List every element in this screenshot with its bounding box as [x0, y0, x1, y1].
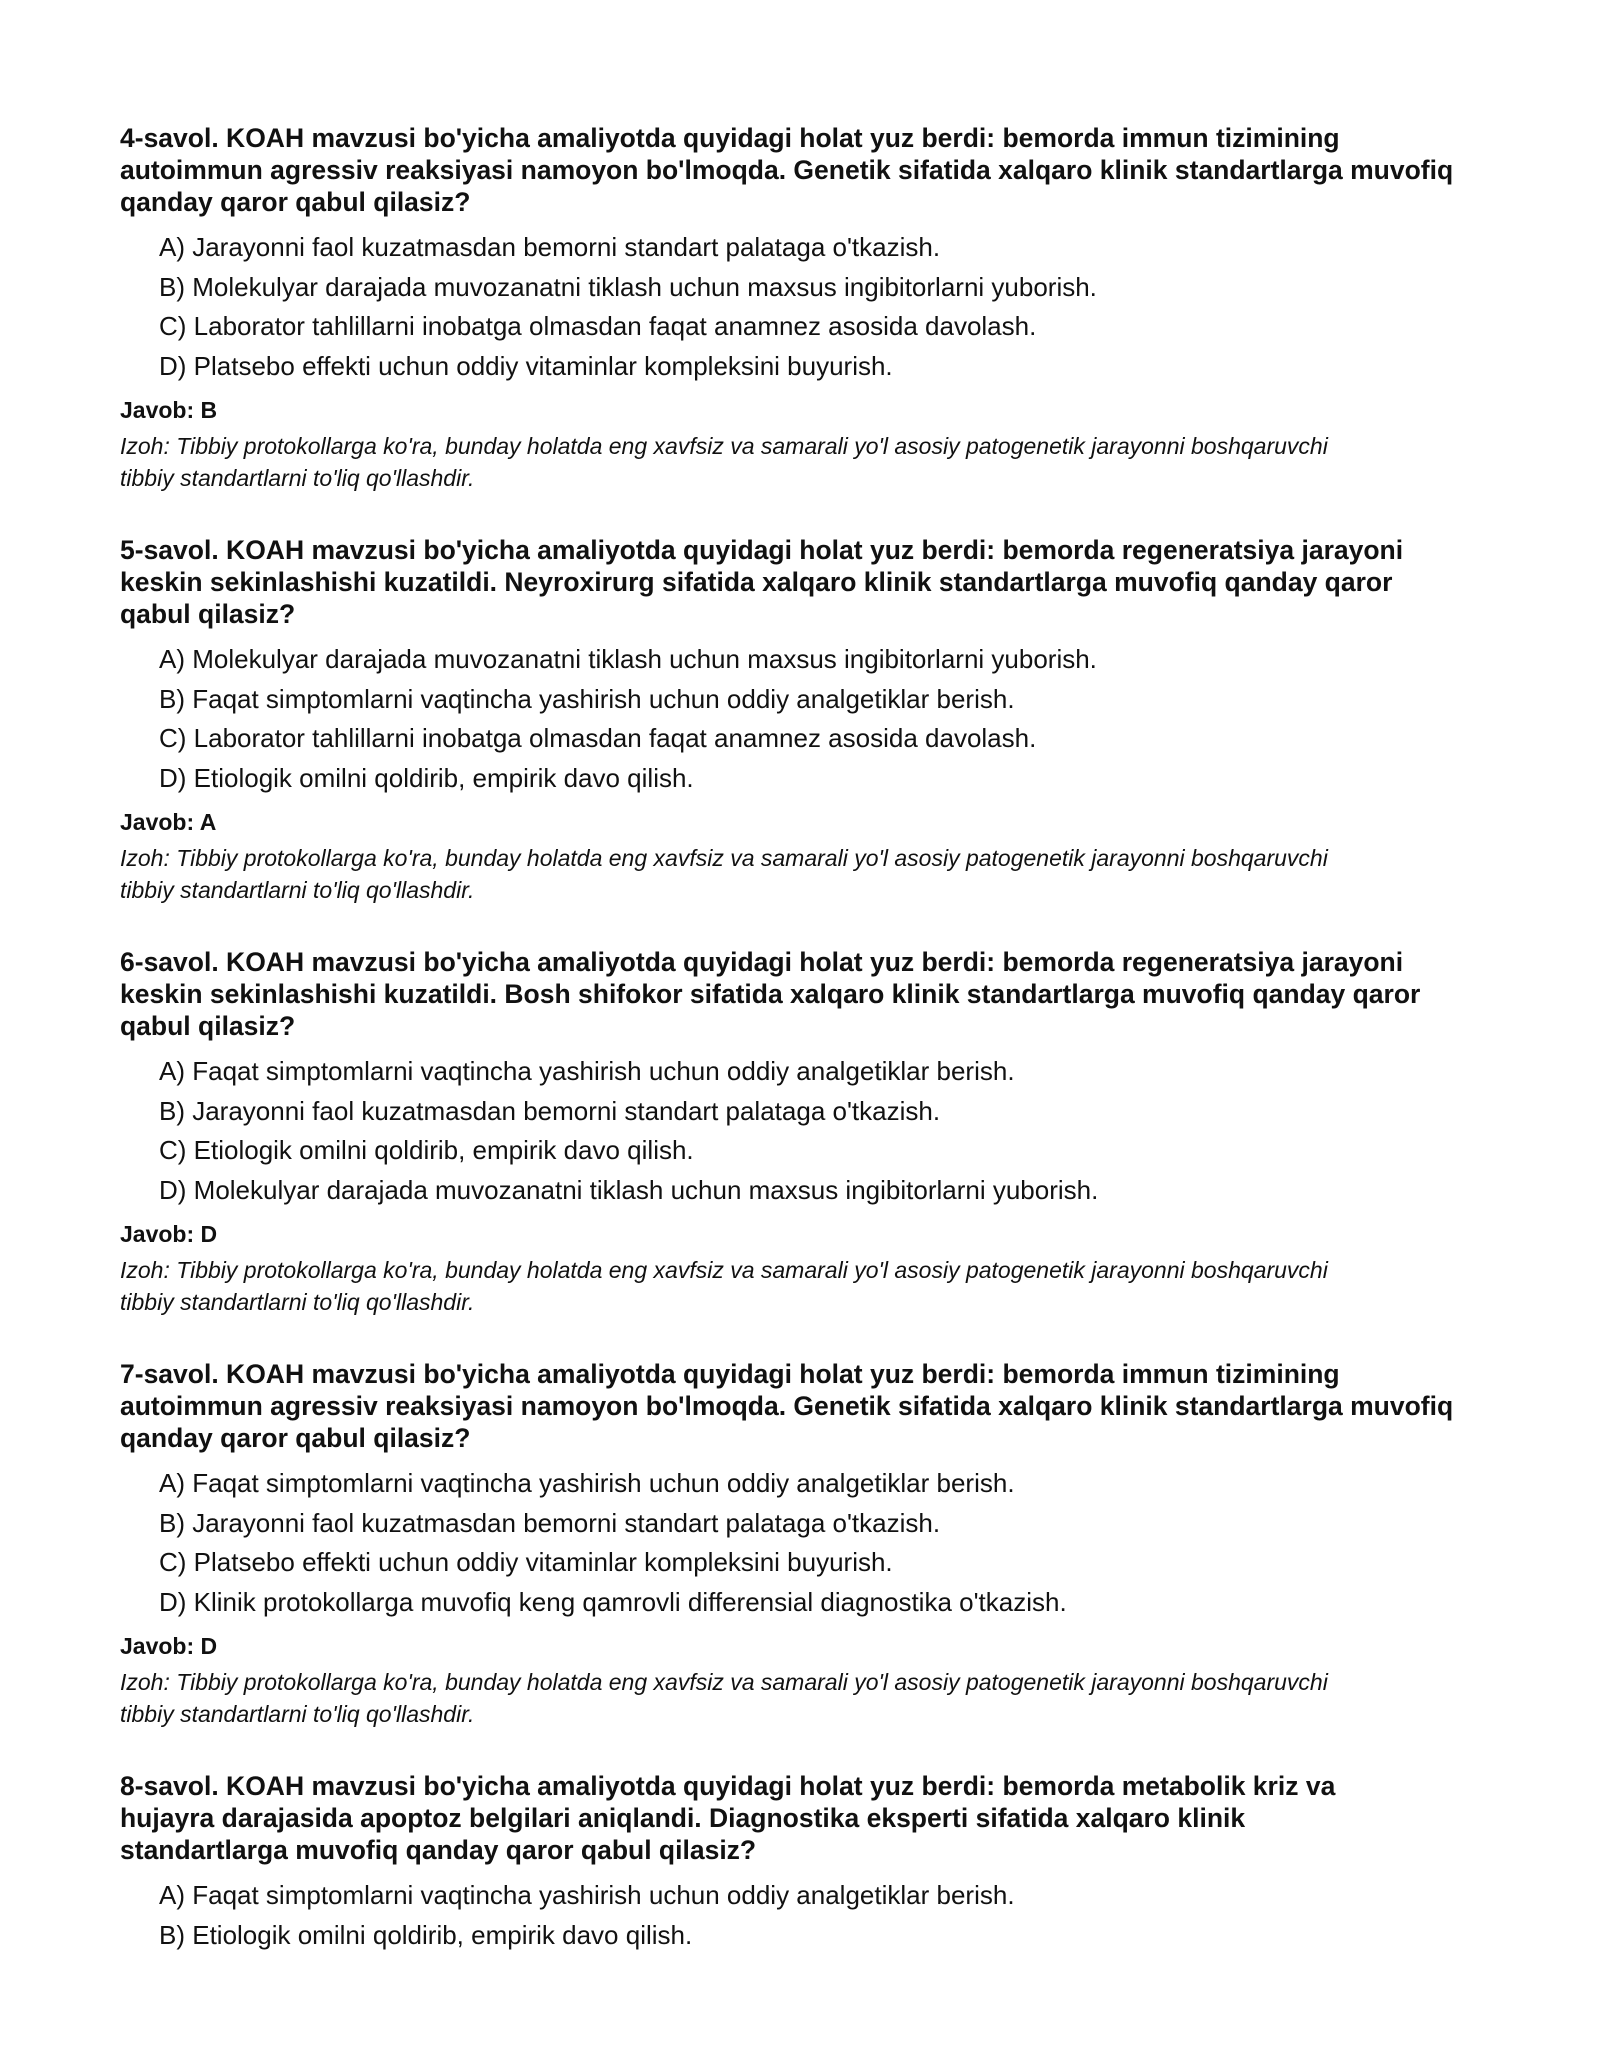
answer-label: Javob: — [120, 1633, 195, 1659]
answer-value: B — [200, 397, 218, 423]
question-6 — [120, 946, 1480, 1318]
explanation-note: Izoh: Tibbiy protokollarga ko'ra, bunday holatda eng xavfsiz va samarali yo'l asosiy patogenetik jarayonni boshqaruvchi tibbiy standartlarni to'liq qo'llashdir. — [120, 845, 1328, 903]
question-title: 5-savol. KOAH mavzusi bo'yicha amaliyotda quyidagi holat yuz berdi: bemorda regeneratsiya jarayoni keskin sekinlashishi kuzatildi. Neyroxirurg sifatida xalqaro klinik standartlarga muvofiq qanday qaror qabul qilasiz? — [120, 535, 1404, 629]
option-c: C) Platsebo effekti uchun oddiy vitaminlar kompleksini buyurish. — [159, 1547, 893, 1577]
answer — [120, 1219, 1480, 1249]
option-c: C) Laborator tahlillarni inobatga olmasdan faqat anamnez asosida davolash. — [159, 723, 1037, 753]
question-4 — [120, 122, 1460, 494]
question-title: 6-savol. KOAH mavzusi bo'yicha amaliyotda quyidagi holat yuz berdi: bemorda regeneratsiya jarayoni keskin sekinlashishi kuzatildi. Bosh shifokor sifatida xalqaro klinik standartlarga muvofiq qanday qaror qabul qilasiz? — [120, 947, 1421, 1041]
question-title: 4-savol. KOAH mavzusi bo'yicha amaliyotda quyidagi holat yuz berdi: bemorda immun tizimining autoimmun agressiv reaksiyasi namoyon bo'lmoqda. Genetik sifatida xalqaro klinik standartlarga muvofiq qanday qaror qabul qilasiz? — [120, 123, 1454, 217]
option-b: B) Faqat simptomlarni vaqtincha yashirish uchun oddiy analgetiklar berish. — [159, 683, 1015, 714]
option-c: C) Etiologik omilni qoldirib, empirik davo qilish. — [159, 1135, 694, 1165]
option-b: B) Jarayonni faol kuzatmasdan bemorni standart palataga o'tkazish. — [159, 1095, 941, 1126]
option-a: A) Jarayonni faol kuzatmasdan bemorni standart palataga o'tkazish. — [159, 232, 941, 262]
option-a: A) Faqat simptomlarni vaqtincha yashirish uchun oddiy analgetiklar berish. — [159, 1056, 1015, 1086]
question-5 — [120, 534, 1450, 906]
answer — [120, 807, 1450, 837]
answer — [120, 1631, 1460, 1661]
option-d: D) Etiologik omilni qoldirib, empirik davo qilish. — [159, 762, 694, 793]
option-a: A) Faqat simptomlarni vaqtincha yashirish uchun oddiy analgetiklar berish. — [159, 1880, 1015, 1910]
options-list — [120, 640, 1450, 798]
explanation-note: Izoh: Tibbiy protokollarga ko'ra, bunday holatda eng xavfsiz va samarali yo'l asosiy patogenetik jarayonni boshqaruvchi tibbiy standartlarni to'liq qo'llashdir. — [120, 1257, 1328, 1315]
answer-value: D — [200, 1221, 218, 1247]
document-page — [120, 122, 1500, 1995]
option-d: D) Klinik protokollarga muvofiq keng qamrovli differensial diagnostika o'tkazish. — [159, 1586, 1067, 1617]
question-title: 7-savol. KOAH mavzusi bo'yicha amaliyotda quyidagi holat yuz berdi: bemorda immun tizimining autoimmun agressiv reaksiyasi namoyon bo'lmoqda. Genetik sifatida xalqaro klinik standartlarga muvofiq qanday qaror qabul qilasiz? — [120, 1359, 1454, 1453]
option-b: B) Molekulyar darajada muvozanatni tiklash uchun maxsus ingibitorlarni yuborish. — [159, 271, 1097, 302]
explanation-note: Izoh: Tibbiy protokollarga ko'ra, bunday holatda eng xavfsiz va samarali yo'l asosiy patogenetik jarayonni boshqaruvchi tibbiy standartlarni to'liq qo'llashdir. — [120, 1669, 1328, 1727]
option-a: A) Molekulyar darajada muvozanatni tiklash uchun maxsus ingibitorlarni yuborish. — [159, 644, 1097, 674]
options-list — [120, 1876, 1370, 1955]
option-a: A) Faqat simptomlarni vaqtincha yashirish uchun oddiy analgetiklar berish. — [159, 1468, 1015, 1498]
options-list — [120, 1052, 1480, 1210]
answer-label: Javob: — [120, 809, 195, 835]
option-d: D) Molekulyar darajada muvozanatni tiklash uchun maxsus ingibitorlarni yuborish. — [159, 1174, 1099, 1205]
question-7 — [120, 1358, 1460, 1730]
answer-label: Javob: — [120, 397, 195, 423]
option-c: C) Laborator tahlillarni inobatga olmasdan faqat anamnez asosida davolash. — [159, 311, 1037, 341]
question-8 — [120, 1770, 1370, 1955]
option-b: B) Etiologik omilni qoldirib, empirik davo qilish. — [159, 1919, 693, 1950]
options-list — [120, 228, 1460, 386]
answer-label: Javob: — [120, 1221, 195, 1247]
question-title: 8-savol. KOAH mavzusi bo'yicha amaliyotda quyidagi holat yuz berdi: bemorda metabolik kriz va hujayra darajasida apoptoz belgilari aniqlandi. Diagnostika eksperti sifatida xalqaro klinik standartlarga muvofiq qanday qaror qabul qilasiz? — [120, 1771, 1336, 1865]
answer — [120, 395, 1460, 425]
option-b: B) Jarayonni faol kuzatmasdan bemorni standart palataga o'tkazish. — [159, 1507, 941, 1538]
answer-value: D — [200, 1633, 218, 1659]
options-list — [120, 1464, 1460, 1622]
answer-value: A — [199, 809, 217, 835]
explanation-note: Izoh: Tibbiy protokollarga ko'ra, bunday holatda eng xavfsiz va samarali yo'l asosiy patogenetik jarayonni boshqaruvchi tibbiy standartlarni to'liq qo'llashdir. — [120, 433, 1328, 491]
option-d: D) Platsebo effekti uchun oddiy vitaminlar kompleksini buyurish. — [159, 350, 893, 381]
